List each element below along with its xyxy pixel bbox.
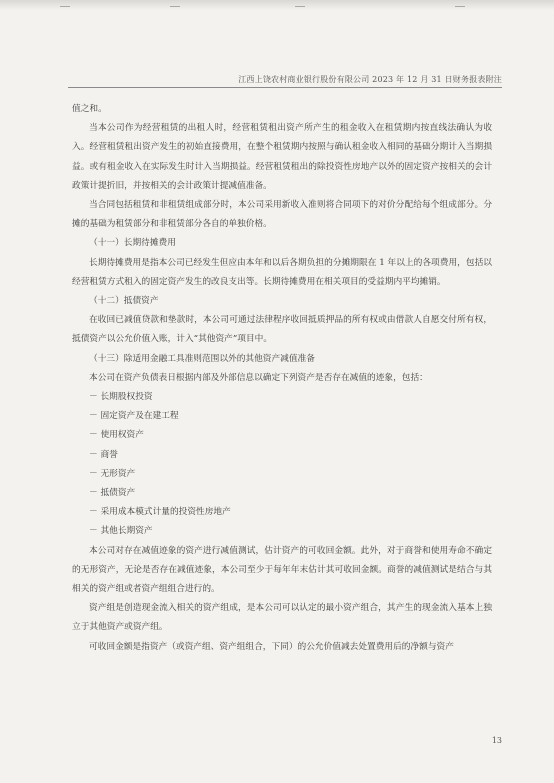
scan-mark <box>295 6 305 7</box>
list-item: － 固定资产及在建工程 <box>89 411 179 422</box>
body-paragraph: 在收回已减值贷款和垫款时，本公司可通过法律程序收回抵质押品的所有权或由借款人自愿交付所有权，抵债资产以公允价值入账，计入“其他资产”项目中。 <box>72 315 492 345</box>
list-item: － 使用权资产 <box>89 430 144 441</box>
scan-mark <box>170 6 180 7</box>
body-paragraph: 当合同包括租赁和非租赁组成部分时，本公司采用新收入准则将合同项下的对价分配给每个组成部分。分摊的基础为租赁部分和非租赁部分各自的单独价格。 <box>72 200 492 230</box>
scan-mark <box>455 6 465 7</box>
page-number: 13 <box>491 736 502 745</box>
list-item: － 无形资产 <box>89 468 136 479</box>
list-item: － 其他长期资产 <box>89 526 153 537</box>
document-body <box>72 100 492 657</box>
header-divider <box>68 87 502 88</box>
body-paragraph: 当本公司作为经营租赁的出租人时，经营租赁租出资产所产生的租金收入在租赁期内按直线法确认为收入。经营租赁租出资产发生的初始直接费用，在整个租赁期内按照与确认租金收入相同的基础分期计入当期损益。或有租金收入在实际发生时计入当期损益。经营租赁租出的除投资性房地产以外的固定资产按相关的会计政策计提折旧，并按相关的会计政策计提减值准备。 <box>72 123 492 191</box>
scan-mark <box>60 6 70 7</box>
body-paragraph: 本公司在资产负债表日根据内部及外部信息以确定下列资产是否存在减值的迹象，包括： <box>89 372 428 383</box>
scan-top-edge <box>0 0 554 10</box>
section-heading: （十二）抵债资产 <box>89 296 159 307</box>
list-item: － 抵债资产 <box>89 488 136 499</box>
body-paragraph: 本公司对存在减值迹象的资产进行减值测试，估计资产的可收回金额。此外，对于商誉和使用寿命不确定的无形资产，无论是否存在减值迹象，本公司至少于每年年末估计其可收回金额。商誉的减值测试是结合与其相关的资产组或者资产组组合进行的。 <box>72 545 492 595</box>
page-header: 江西上饶农村商业银行股份有限公司 2023 年 12 月 31 日财务报表附注 <box>238 75 502 84</box>
section-heading: （十一）长期待摊费用 <box>89 238 176 249</box>
section-heading: （十三）除适用金融工具准则范围以外的其他资产减值准备 <box>89 353 315 364</box>
list-item: － 长期股权投资 <box>89 392 153 403</box>
body-paragraph: 值之和。 <box>72 104 107 114</box>
body-paragraph: 资产组是创造现金流入相关的资产组成，是本公司可以认定的最小资产组合，其产生的现金流入基本上独立于其他资产或资产组。 <box>72 603 492 633</box>
list-item: － 采用成本模式计量的投资性房地产 <box>89 507 231 518</box>
body-paragraph: 长期待摊费用是指本公司已经发生但应由本年和以后各期负担的分摊期限在 1 年以上的各项费用，包括以经营租赁方式租入的固定资产发生的改良支出等。长期待摊费用在相关项目的受益期内平均摊销。 <box>72 257 492 287</box>
body-paragraph: 可收回金额是指资产（或资产组、资产组组合，下同）的公允价值减去处置费用后的净额与资产 <box>89 641 454 652</box>
list-item: － 商誉 <box>89 449 118 460</box>
